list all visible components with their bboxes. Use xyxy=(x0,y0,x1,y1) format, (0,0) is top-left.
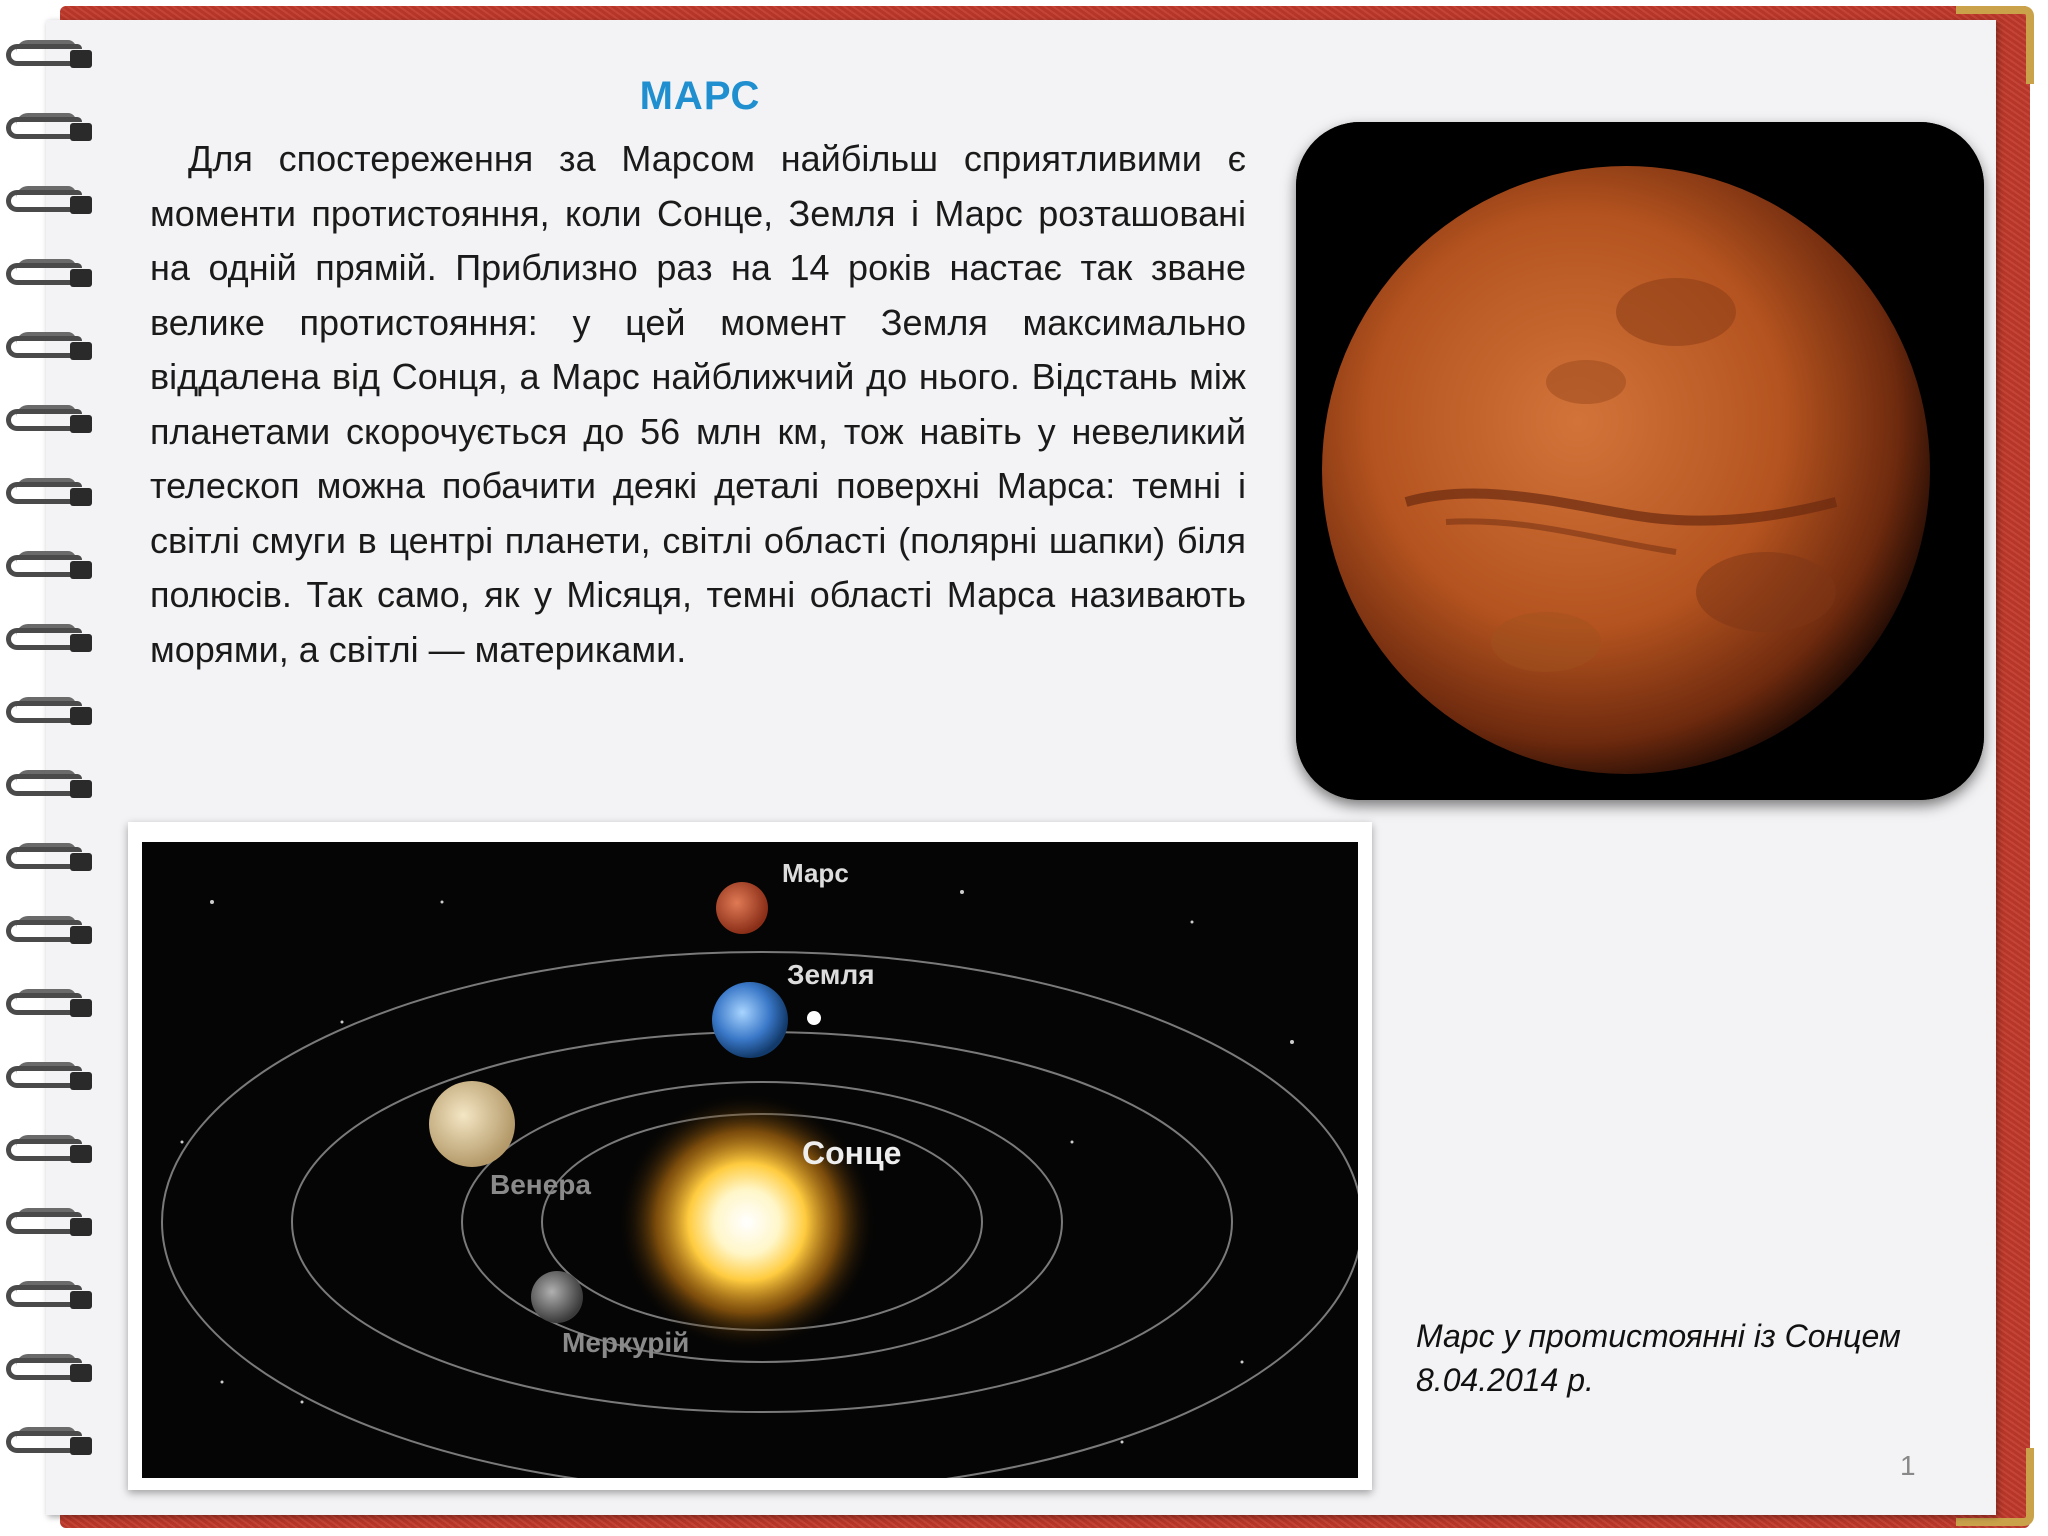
spiral-ring xyxy=(6,697,94,731)
venus-icon xyxy=(429,1081,515,1167)
spiral-ring xyxy=(6,332,94,366)
caption-line-2: 8.04.2014 р. xyxy=(1416,1362,1594,1398)
spiral-binding xyxy=(0,40,110,1500)
mars-photo xyxy=(1296,122,1984,800)
label-earth: Земля xyxy=(787,959,875,990)
spiral-ring xyxy=(6,1135,94,1169)
spiral-ring xyxy=(6,113,94,147)
body-paragraph: Для спостереження за Марсом найбільш сприятливими є моменти протистояння, коли Сонце, Земля і Марс розташовані на одній прямій. Приблизно раз на 14 років настає так зване велике протистояння: у цей момент Земля максимально віддалена від Сонця, а Марс найближчий до нього. Відстань між планетами скорочується до 56 млн км, тож навіть у невеликий телескоп можна побачити деякі деталі поверхні Марса: темні і світлі смуги в центрі планети, світлі області (полярні шапки) біля полюсів. Так само, як у Місяця, темні області Марса називають морями, а світлі — материками. xyxy=(150,138,1246,670)
spiral-ring xyxy=(6,989,94,1023)
spiral-ring xyxy=(6,40,94,74)
spiral-ring xyxy=(6,624,94,658)
spiral-ring xyxy=(6,405,94,439)
label-mercury: Меркурій xyxy=(562,1327,690,1358)
spiral-ring xyxy=(6,1208,94,1242)
image-caption xyxy=(1416,1314,1956,1402)
page-number: 1 xyxy=(1900,1450,1916,1481)
spiral-ring xyxy=(6,1354,94,1388)
spiral-ring xyxy=(6,916,94,950)
page-title: МАРС xyxy=(639,74,761,118)
caption-line-1: Марс у протистоянні із Сонцем xyxy=(1416,1318,1901,1354)
sun-icon xyxy=(617,1092,877,1352)
solar-system-diagram xyxy=(128,822,1372,1490)
spiral-ring xyxy=(6,259,94,293)
spiral-ring xyxy=(6,1281,94,1315)
moon-icon xyxy=(807,1011,821,1025)
spiral-ring xyxy=(6,770,94,804)
orbit-diagram xyxy=(142,842,1358,1478)
mars-icon xyxy=(716,882,768,934)
mars-planet-image xyxy=(1296,122,1984,800)
spiral-ring xyxy=(6,551,94,585)
label-sun: Сонце xyxy=(802,1135,902,1171)
spiral-ring xyxy=(6,186,94,220)
spiral-ring xyxy=(6,478,94,512)
mercury-icon xyxy=(531,1271,583,1323)
spiral-ring xyxy=(6,1427,94,1461)
spiral-ring xyxy=(6,843,94,877)
earth-icon xyxy=(712,982,788,1058)
spiral-ring xyxy=(6,1062,94,1096)
label-mars: Марс xyxy=(782,858,849,888)
label-venus: Венера xyxy=(490,1169,591,1200)
